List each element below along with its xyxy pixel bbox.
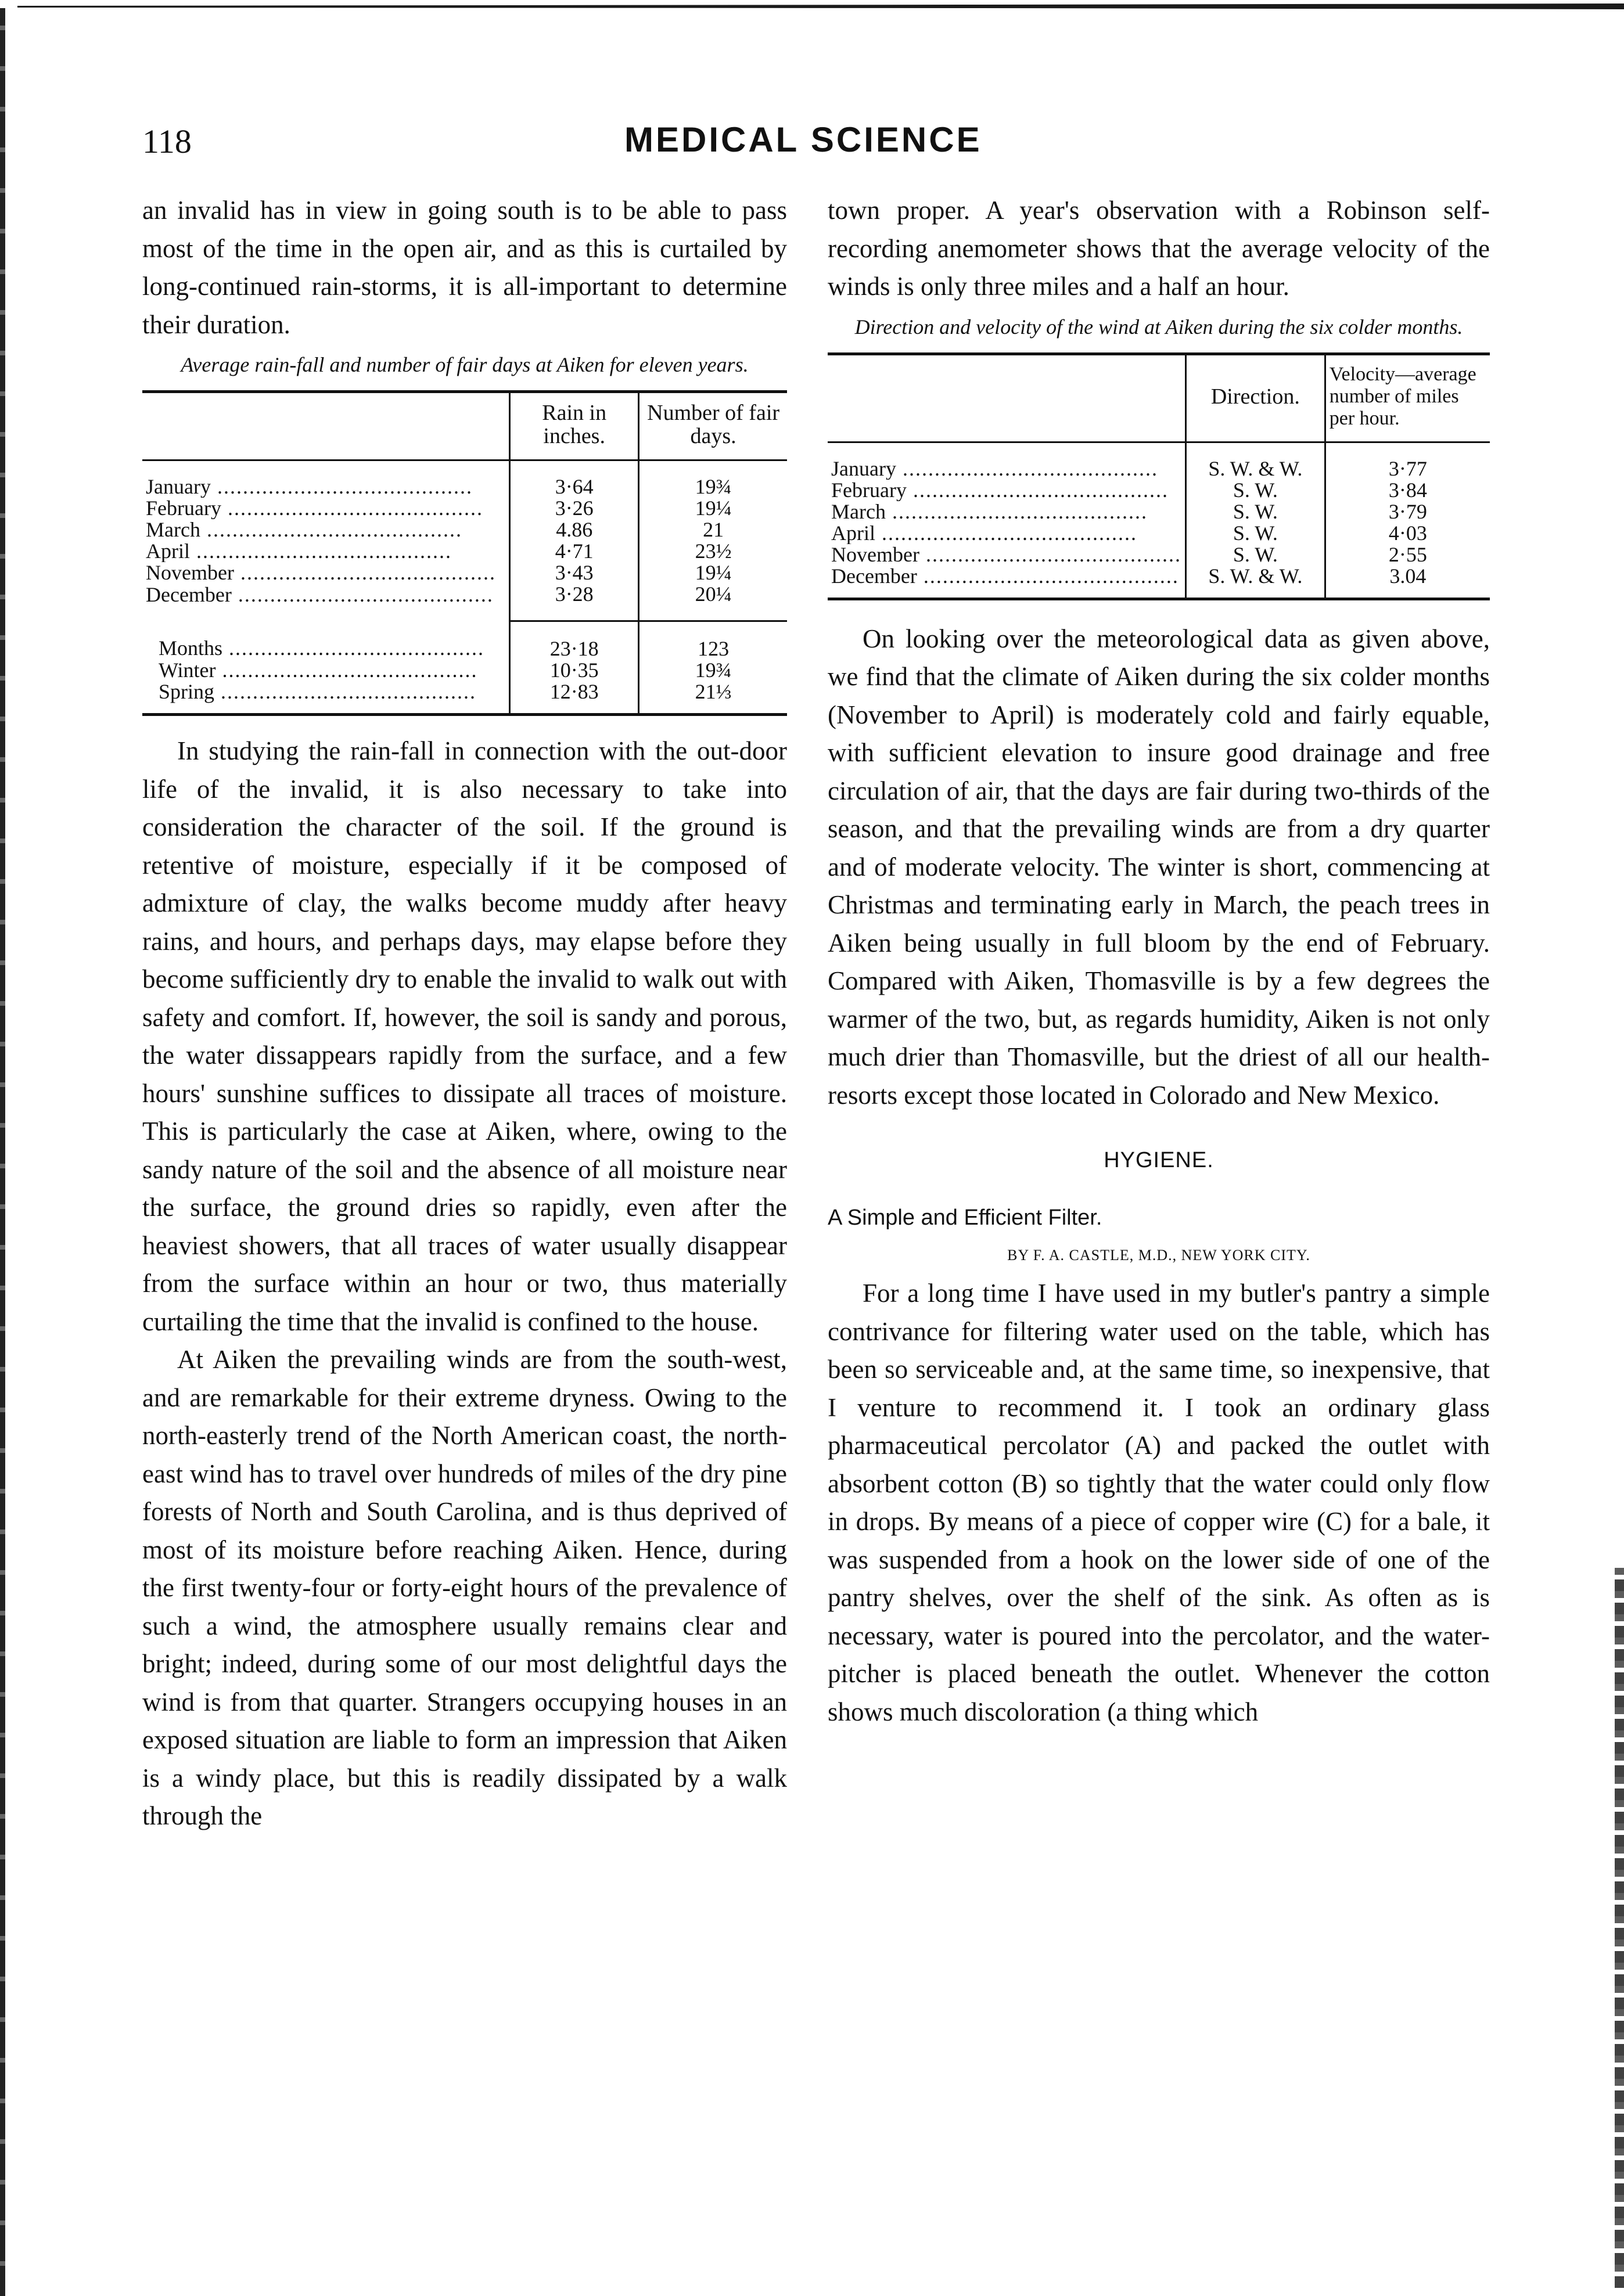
scan-artifact-right-edge <box>1615 1568 1624 2288</box>
scan-artifact-top-edge <box>17 3 1624 9</box>
table-row <box>828 523 1490 544</box>
leader-dots <box>907 480 1169 501</box>
article-byline: BY F. A. CASTLE, M.D., NEW YORK CITY. <box>1007 1247 1310 1264</box>
direction-value: S. W. <box>1185 480 1325 501</box>
table-row <box>828 544 1490 566</box>
leader-dots <box>216 660 478 681</box>
row-label: February <box>146 498 221 519</box>
left-column <box>142 192 787 1836</box>
direction-value: S. W. <box>1185 544 1325 566</box>
summary-row <box>142 660 787 681</box>
rain-total: 23·18 <box>510 621 639 660</box>
right-column <box>828 192 1490 1731</box>
row-label: April <box>146 541 190 562</box>
table-row <box>142 562 787 584</box>
table-row <box>142 460 787 498</box>
row-label: December <box>831 565 917 588</box>
table-row <box>142 541 787 562</box>
fair-days-winter: 19¾ <box>639 660 787 681</box>
rain-value: 3·43 <box>510 562 639 584</box>
header-empty <box>142 392 510 460</box>
row-label: January <box>146 475 211 498</box>
article-title: A Simple and Efficient Filter. <box>828 1205 1102 1230</box>
table-row <box>142 498 787 519</box>
fair-days-total: 123 <box>639 621 787 660</box>
leader-dots <box>200 519 462 541</box>
wind-table <box>828 352 1490 600</box>
table-row <box>142 584 787 621</box>
paragraph-soil: In studying the rain-fall in connection with the out-door life of the invalid, it is also necessary to take into consideration the character of the soil. If the ground is retentive of moisture, especially if it be composed of admixture of clay, the walks become muddy after heavy rains, and hours, and perhaps days, may elapse before they become sufficiently dry to enable the invalid to walk out with safety and comfort. If, however, the soil is sandy and porous, the water dissappears rapidly from the surface, and a few hours' sunshine suffices to dissipate all traces of moisture. This is particularly the case at Aiken, where, owing to the sandy nature of the soil and the absence of all moisture near the surface, the ground dries so rapidly, even after the heaviest showers, that all traces of water usually disappear from the surface within an hour or two, thus materially curtailing the time that the invalid is confined to the house. <box>142 736 787 1336</box>
velocity-value: 4·03 <box>1325 523 1490 544</box>
leader-dots <box>886 501 1148 523</box>
rain-value: 4·71 <box>510 541 639 562</box>
fair-days-value: 19¾ <box>639 460 787 498</box>
direction-value: S. W. <box>1185 523 1325 544</box>
summary-row <box>142 621 787 660</box>
row-label: March <box>831 501 886 523</box>
rain-value: 4.86 <box>510 519 639 541</box>
paragraph-continued-invalid: an invalid has in view in going south is to be able to pass most of the time in the open air, and as this is curtailed by long-continued rain-storms, it is all-important to determine their duration. <box>142 196 787 339</box>
header-empty <box>828 354 1185 442</box>
table-row <box>142 519 787 541</box>
row-label: Spring <box>159 681 215 703</box>
velocity-value: 3·79 <box>1325 501 1490 523</box>
leader-dots <box>875 523 1137 544</box>
row-label: December <box>146 584 232 606</box>
rain-value: 3·64 <box>510 460 639 498</box>
running-header <box>142 122 1490 163</box>
row-label: November <box>146 562 234 584</box>
leader-dots <box>222 636 484 660</box>
fair-days-value: 19¼ <box>639 498 787 519</box>
paragraph-anemometer: town proper. A year's observation with a Robinson self-recording anemometer shows that the average velocity of the winds is only three miles and a half an hour. <box>828 196 1490 301</box>
table-caption-wind: Direction and velocity of the wind at Aiken during the six colder months. <box>854 315 1463 339</box>
row-label: Winter <box>159 660 216 681</box>
table-header-row <box>828 354 1490 442</box>
paragraph-filter: For a long time I have used in my butler's pantry a simple contrivance for filtering water used on the table, which has been so serviceable and, at the same time, so inexpensive, that I venture to recommend it. I took an ordinary glass pharmaceutical percolator (A) and packed the outlet with absorbent cotton (B) so tightly that the water could only flow in drops. By means of a piece of copper wire (C) for a bale, it was suspended from a hook on the lower side of one of the pantry shelves, over the shelf of the sink. As often as is necessary, water is poured into the percolator, and the water-pitcher is placed beneath the outlet. Whenever the cotton shows much discoloration (a thing which <box>828 1279 1490 1726</box>
leader-dots <box>190 541 452 562</box>
summary-row <box>142 681 787 715</box>
header-number-of-fair-days: Number of fair days. <box>639 392 787 460</box>
velocity-value: 2·55 <box>1325 544 1490 566</box>
table-header-row <box>142 392 787 460</box>
scan-artifact-left-edge <box>0 8 5 2296</box>
fair-days-value: 21 <box>639 519 787 541</box>
page-number: 118 <box>142 123 192 160</box>
row-label: March <box>146 519 200 541</box>
fair-days-spring: 21⅓ <box>639 681 787 715</box>
direction-value: S. W. <box>1185 501 1325 523</box>
table-caption-rainfall: Average rain-fall and number of fair days at Aiken for eleven years. <box>181 353 749 376</box>
row-label: Months <box>159 636 223 660</box>
row-label: April <box>831 522 875 544</box>
fair-days-value: 20¼ <box>639 584 787 621</box>
direction-value: S. W. & W. <box>1185 566 1325 599</box>
leader-dots <box>234 562 496 584</box>
journal-title: MEDICAL SCIENCE <box>624 120 982 159</box>
rainfall-table <box>142 390 787 716</box>
header-rain-in-inches: Rain in inches. <box>510 392 639 460</box>
row-label: November <box>831 544 919 566</box>
table-row <box>828 566 1490 599</box>
row-label: January <box>831 456 896 480</box>
paragraph-climate-summary: On looking over the meteorological data as given above, we find that the climate of Aiken during the six colder months (November to April) is moderately cold and fairly equable, with sufficient elevation to insure good drainage and free circulation of air, that the days are fair during two-thirds of the season, and that the prevailing winds are from a dry quarter and of moderate velocity. The winter is short, commencing at Christmas and terminating early in March, the peach trees in Aiken being usually in full bloom by the end of February. Compared with Aiken, Thomasville is by a few degrees the warmer of the two, but, as regards humidity, Aiken is not only much drier than Thomasville, but the driest of all our health-resorts except those located in Colorado and New Mexico. <box>828 624 1490 1110</box>
leader-dots <box>232 584 494 606</box>
rain-value: 3·26 <box>510 498 639 519</box>
leader-dots <box>896 457 1158 480</box>
leader-dots <box>214 681 476 703</box>
table-row <box>828 480 1490 501</box>
leader-dots <box>221 498 483 519</box>
leader-dots <box>211 475 473 498</box>
section-heading-hygiene: HYGIENE. <box>1104 1148 1214 1172</box>
rain-spring: 12·83 <box>510 681 639 715</box>
leader-dots <box>917 566 1179 588</box>
rain-winter: 10·35 <box>510 660 639 681</box>
header-direction: Direction. <box>1185 354 1325 442</box>
velocity-value: 3.04 <box>1325 566 1490 599</box>
header-velocity: Velocity—average number of miles per hour. <box>1325 354 1490 442</box>
row-label: February <box>831 479 907 501</box>
rain-value: 3·28 <box>510 584 639 621</box>
table-row <box>828 501 1490 523</box>
leader-dots <box>919 544 1181 566</box>
fair-days-value: 19¼ <box>639 562 787 584</box>
table-row <box>828 442 1490 480</box>
velocity-value: 3·84 <box>1325 480 1490 501</box>
fair-days-value: 23½ <box>639 541 787 562</box>
paragraph-winds: At Aiken the prevailing winds are from the south-west, and are remarkable for their extreme dryness. Owing to the north-easterly trend of the North American coast, the north-east wind has to travel over hundreds of miles of the dry pine forests of North and South Carolina, and is thus deprived of most of its moisture before reaching Aiken. Hence, during the first twenty-four or forty-eight hours of the prevalence of such a wind, the atmosphere usually remains clear and bright; indeed, during some of our most delightful days the wind is from that quarter. Strangers occupying houses in an exposed situation are liable to form an impression that Aiken is a windy place, but this is readily dissipated by a walk through the <box>142 1345 787 1830</box>
direction-value: S. W. & W. <box>1185 442 1325 480</box>
velocity-value: 3·77 <box>1325 442 1490 480</box>
